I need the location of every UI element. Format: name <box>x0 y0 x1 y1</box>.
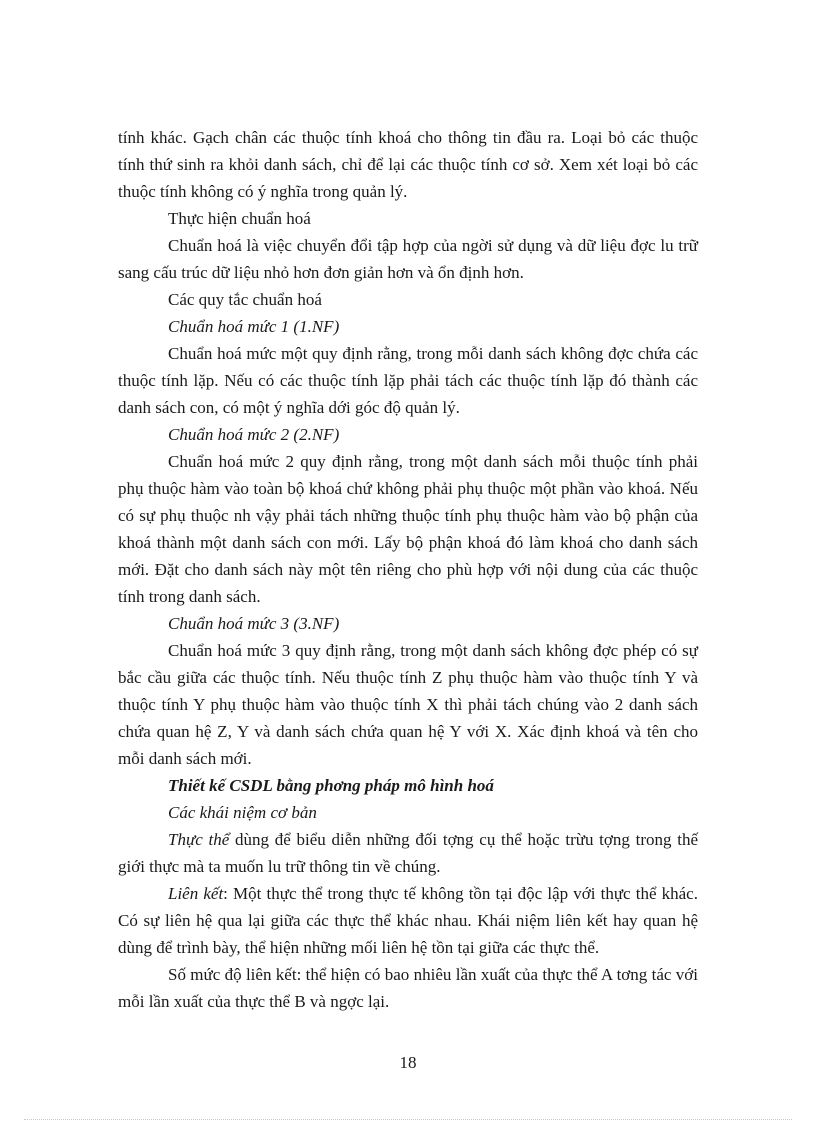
definition-entity: dùng để biểu diễn những đối tợng cụ thể hoặc trừu tợng trong thế giới thực mà ta muốn lu trữ thông tin về chúng. <box>118 830 698 876</box>
paragraph-1nf: Chuẩn hoá mức một quy định rằng, trong mỗi danh sách không đợc chứa các thuộc tính lặp. Nếu có các thuộc tính lặp phải tách các thuộc tính lặp đó thành các danh sách con, có một ý nghĩa dới góc độ quản lý. <box>118 344 698 417</box>
paragraph-normalization-definition: Chuẩn hoá là việc chuyển đổi tập hợp của ngời sử dụng và dữ liệu đợc lu trữ sang cấu trúc dữ liệu nhỏ hơn đơn giản hơn và ổn định hơn. <box>118 236 698 282</box>
paragraph-2nf: Chuẩn hoá mức 2 quy định rằng, trong một danh sách mỗi thuộc tính phải phụ thuộc hàm vào toàn bộ khoá chứ không phải phụ thuộc một phần vào khoá. Nếu có sự phụ thuộc nh vậy phải tách những thuộc tính phụ thuộc hàm vào bộ phận của khoá thành một danh sách con mới. Lấy bộ phận khoá đó làm khoá cho danh sách mới. Đặt cho danh sách này một tên riêng cho phù hợp với nội dung của các thuộc tính trong danh sách. <box>118 452 698 606</box>
page-number: 18 <box>399 1053 417 1072</box>
paragraph-relationship <box>118 880 698 961</box>
heading-3nf: Chuẩn hoá mức 3 (3.NF) <box>168 614 340 633</box>
paragraph-cardinality: Số mức độ liên kết: thể hiện có bao nhiêu lần xuất của thực thể A tơng tác với mỗi lần xuất của thực thể B và ngợc lại. <box>118 965 698 1011</box>
paragraph-entity <box>118 826 698 880</box>
term-entity: Thực thể <box>168 830 230 849</box>
heading-modeling-design: Thiết kế CSDL bằng phơng pháp mô hình hoá <box>168 776 494 795</box>
paragraph-3nf: Chuẩn hoá mức 3 quy định rằng, trong một danh sách không đợc phép có sự bắc cầu giữa các thuộc tính. Nếu thuộc tính Z phụ thuộc hàm vào thuộc tính Y và thuộc tính Y phụ thuộc hàm vào thuộc tính X thì phải tách chúng vào 2 danh sách chứa quan hệ Z, Y và danh sách chứa quan hệ Y với X. Xác định khoá và tên cho mỗi danh sách mới. <box>118 641 698 768</box>
paragraph-continuation: tính khác. Gạch chân các thuộc tính khoá cho thông tin đầu ra. Loại bỏ các thuộc tính thứ sinh ra khỏi danh sách, chỉ để lại các thuộc tính cơ sở. Xem xét loại bỏ các thuộc tính không có ý nghĩa trong quản lý. <box>118 128 698 201</box>
heading-normalization-step: Thực hiện chuẩn hoá <box>168 209 311 228</box>
heading-normalization-rules: Các quy tắc chuẩn hoá <box>168 290 322 309</box>
footer-divider <box>24 1119 792 1120</box>
definition-relationship: : Một thực thể trong thực tế không tồn tại độc lập với thực thể khác. Có sự liên hệ qua lại giữa các thực thể khác nhau. Khái niệm liên kết hay quan hệ dùng để trình bày, thể hiện những mối liên hệ tồn tại giữa các thực thể. <box>118 884 698 957</box>
document-page <box>118 124 698 1015</box>
term-relationship: Liên kết <box>168 884 224 903</box>
heading-2nf: Chuẩn hoá mức 2 (2.NF) <box>168 425 340 444</box>
heading-1nf: Chuẩn hoá mức 1 (1.NF) <box>168 317 340 336</box>
heading-basic-concepts: Các khái niệm cơ bản <box>168 803 317 822</box>
